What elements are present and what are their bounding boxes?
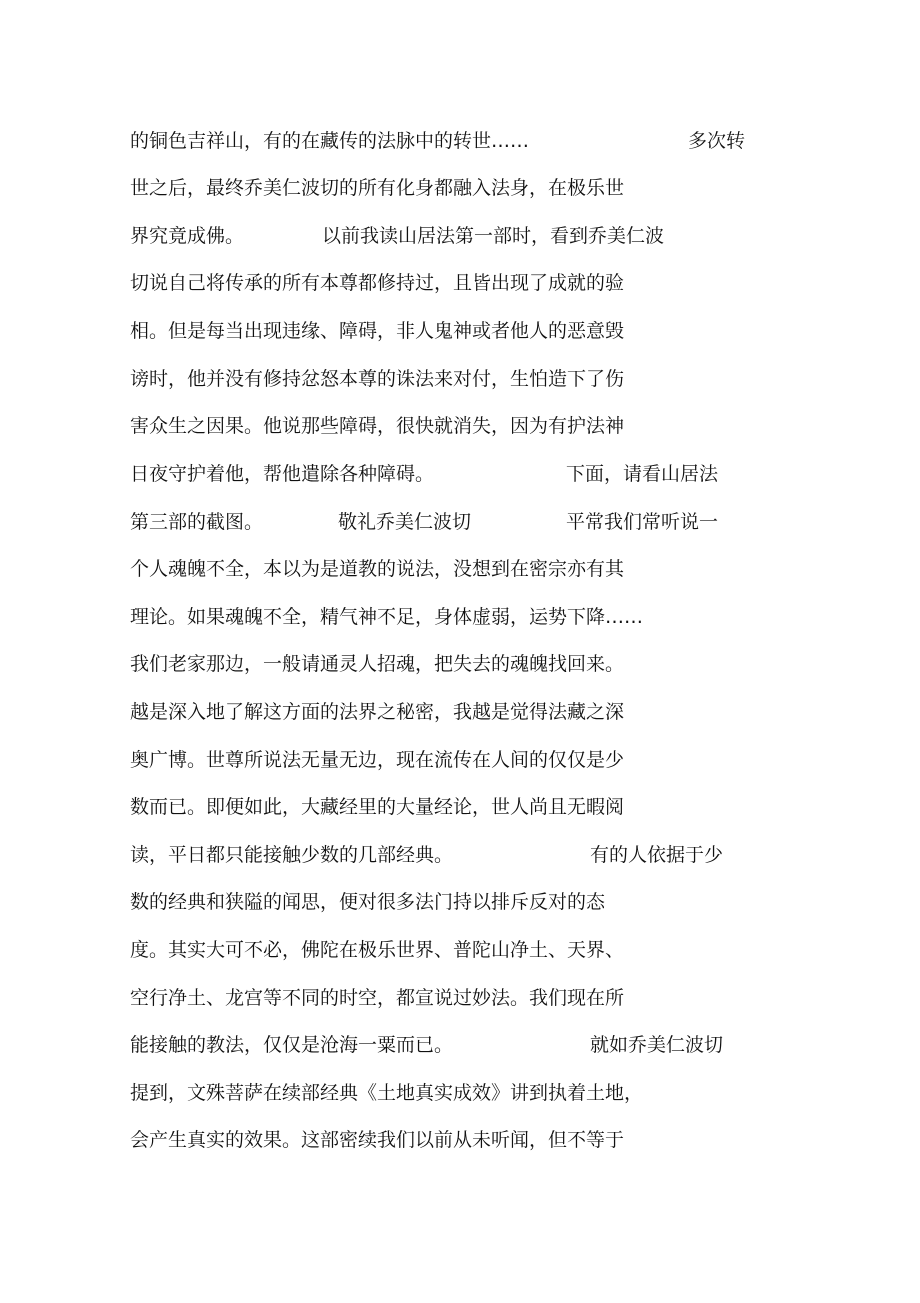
text-segment: 会产生真实的效果。这部密续我们以前从未听闻，但不等于 <box>130 1129 625 1151</box>
text-segment: 以前我读山居法第一部时，看到乔美仁波 <box>322 225 665 247</box>
text-segment: 提到，文殊菩萨在续部经典《土地真实成效》讲到执着土地， <box>130 1082 644 1104</box>
text-segment: 有的人依据于少 <box>590 844 724 866</box>
text-segment: 个人魂魄不全，本以为是道教的说法，没想到在密宗亦有其 <box>130 558 625 580</box>
text-segment: 敬礼乔美仁波切 <box>338 511 472 533</box>
text-segment: 读，平日都只能接触少数的几部经典。 <box>130 844 454 866</box>
text-segment: 理论。如果魂魄不全，精气神不足，身体虚弱，运势下降…… <box>130 606 644 628</box>
text-segment: 世之后，最终乔美仁波切的所有化身都融入法身，在极乐世 <box>130 177 625 199</box>
text-segment: 下面，请看山居法 <box>566 463 719 485</box>
text-segment: 我们老家那边，一般请通灵人招魂，把失去的魂魄找回来。 <box>130 653 625 675</box>
text-segment: 越是深入地了解这方面的法界之秘密，我越是觉得法藏之深 <box>130 701 625 723</box>
text-segment: 日夜守护着他，帮他遣除各种障碍。 <box>130 463 435 485</box>
text-segment: 就如乔美仁波切 <box>590 1034 724 1056</box>
text-segment: 相。但是每当出现违缘、障碍，非人鬼神或者他人的恶意毁 <box>130 320 625 342</box>
text-segment: 多次转 <box>688 130 746 152</box>
text-segment: 第三部的截图。 <box>130 511 264 533</box>
text-segment: 能接触的教法，仅仅是沧海一粟而已。 <box>130 1034 454 1056</box>
text-segment: 谤时，他并没有修持忿怒本尊的诛法来对付，生怕造下了伤 <box>130 368 625 390</box>
text-segment: 界究竟成佛。 <box>130 225 245 247</box>
text-segment: 切说自己将传承的所有本尊都修持过，且皆出现了成就的验 <box>130 272 625 294</box>
text-segment: 空行净土、龙宫等不同的时空，都宣说过妙法。我们现在所 <box>130 987 625 1009</box>
text-segment: 数而已。即便如此，大藏经里的大量经论，世人尚且无暇阅 <box>130 796 625 818</box>
text-segment: 奥广博。世尊所说法无量无边，现在流传在人间的仅仅是少 <box>130 749 625 771</box>
text-segment: 数的经典和狭隘的闻思，便对很多法门持以排斥反对的态 <box>130 891 606 913</box>
text-segment: 平常我们常听说一 <box>566 511 719 533</box>
text-segment: 害众生之因果。他说那些障碍，很快就消失，因为有护法神 <box>130 415 625 437</box>
text-segment: 的铜色吉祥山，有的在藏传的法脉中的转世…… <box>130 130 530 152</box>
text-segment: 度。其实大可不必，佛陀在极乐世界、普陀山净土、天界、 <box>130 939 625 961</box>
